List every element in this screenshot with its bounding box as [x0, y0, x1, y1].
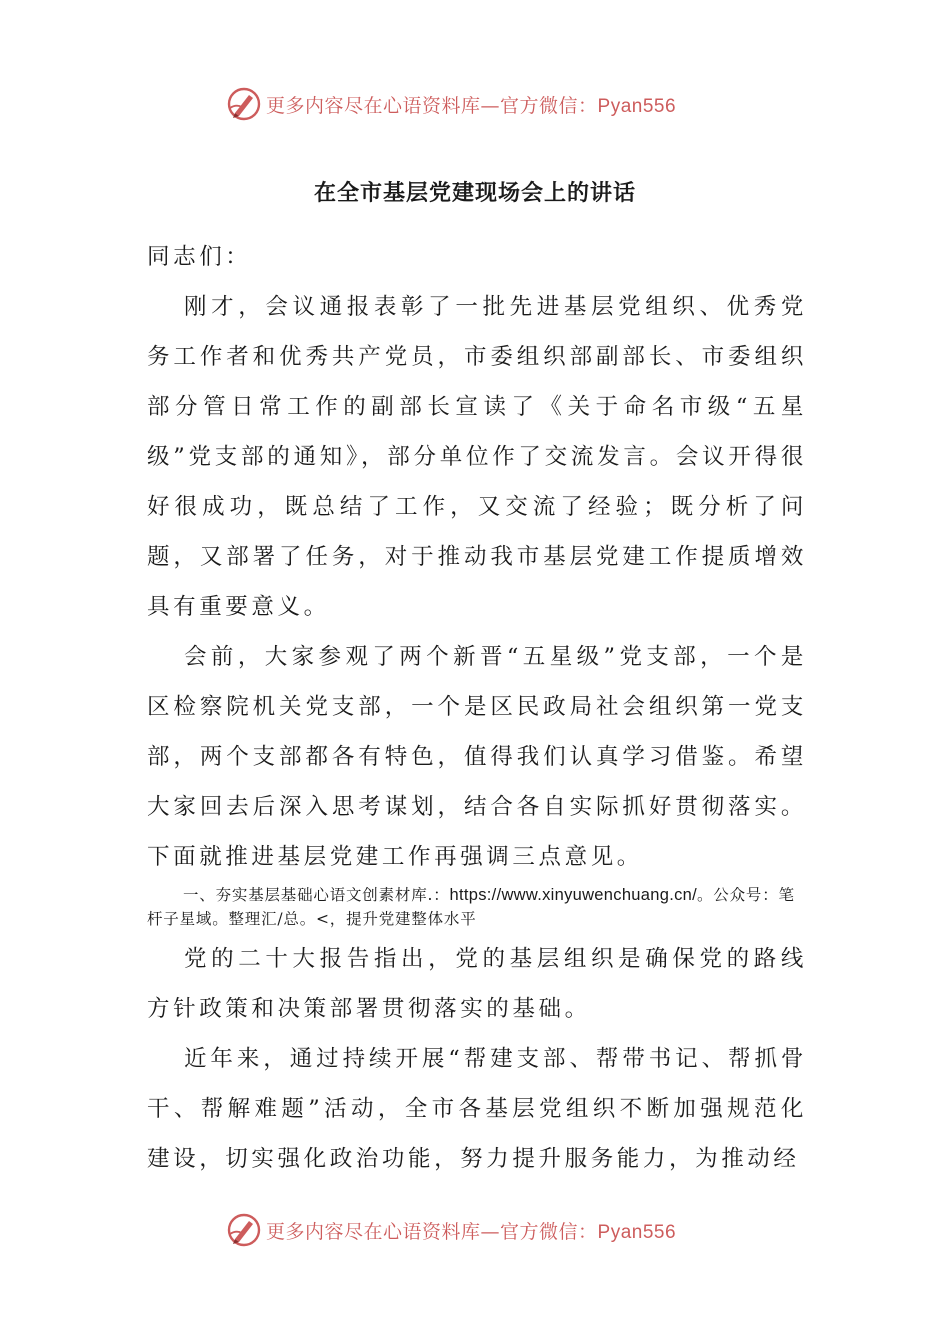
header-watermark	[226, 84, 746, 124]
paragraph-3: 党的二十大报告指出，党的基层组织是确保党的路线方针政策和决策部署贯彻落实的基础。	[147, 946, 807, 1022]
pen-logo-icon	[226, 1212, 262, 1248]
pen-logo-icon	[226, 86, 262, 122]
salutation: 同志们：	[147, 244, 252, 270]
watermark-label: 更多内容尽在心语资料库—官方微信：Pyan556	[266, 1220, 677, 1243]
paragraph-4: 近年来，通过持续开展“帮建支部、帮带书记、帮抓骨干、帮解难题”活动，全市各基层党组织不断加强规范化建设，切实强化政治功能，努力提升服务能力，为推动经	[147, 1046, 807, 1172]
paragraph-2: 会前，大家参观了两个新晋“五星级”党支部，一个是区检察院机关党支部，一个是区民政局社会组织第一党支部，两个支部都各有特色，值得我们认真学习借鉴。希望大家回去后深入思考谋划，结合各自实际抓好贯彻落实。下面就推进基层党建工作再强调三点意见。	[147, 644, 807, 870]
page-title: 在全市基层党建现场会上的讲话	[313, 181, 636, 206]
section-heading: 一、夯实基层基础心语文创素材库.：https://www.xinyuwenchuang.cn/。公众号：笔杆子星域。整理汇/总。<，提升党建整体水平	[147, 886, 795, 928]
resource-link: https://www.xinyuwenchuang.cn/	[449, 886, 697, 904]
watermark-label: 更多内容尽在心语资料库—官方微信：Pyan556	[266, 94, 677, 117]
body-section-2	[147, 934, 807, 1184]
wechat-id: Pyan556	[597, 1221, 677, 1243]
paragraph-1: 刚才，会议通报表彰了一批先进基层党组织、优秀党务工作者和优秀共产党员，市委组织部副部长、市委组织部分管日常工作的副部长宣读了《关于命名市级“五星级”党支部的通知》，部分单位作了交流发言。会议开得很好很成功，既总结了工作，又交流了经验；既分析了问题，又部署了任务，对于推动我市基层党建工作提质增效具有重要意义。	[147, 294, 807, 620]
wechat-id: Pyan556	[597, 95, 677, 117]
body-section-1	[147, 232, 807, 882]
footer-watermark	[226, 1210, 746, 1250]
